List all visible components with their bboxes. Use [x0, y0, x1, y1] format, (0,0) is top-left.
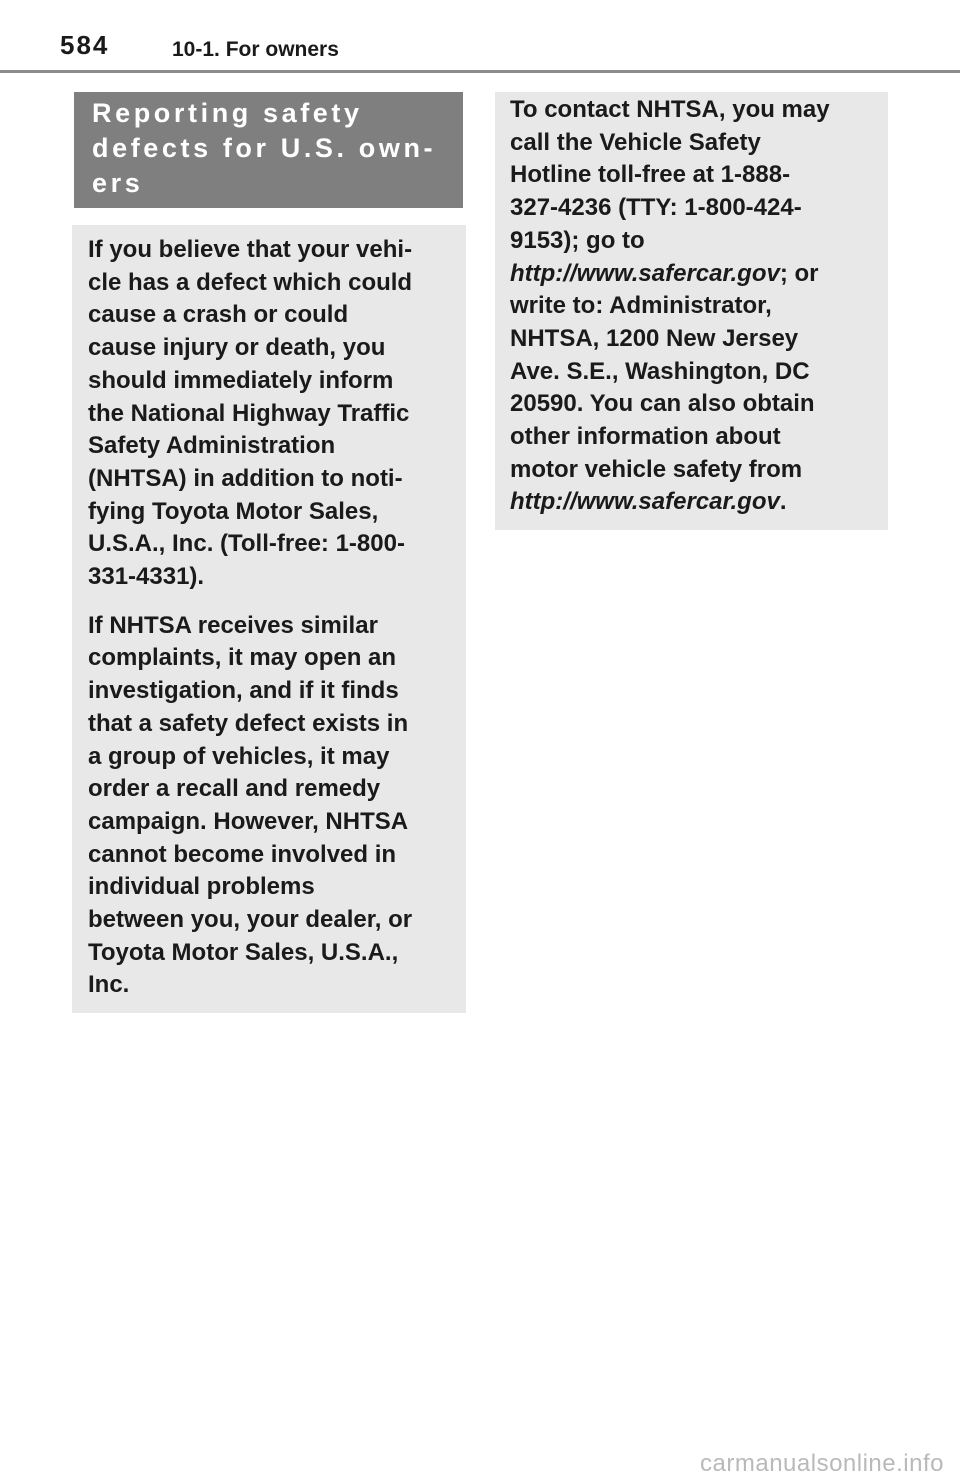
text-line: the National Highway Traffic — [88, 399, 410, 427]
text-line: If NHTSA receives similar — [88, 611, 378, 639]
text-line: complaints, it may open an — [88, 644, 397, 672]
text-line: Safety Administration — [88, 432, 336, 460]
text-line: Ave. S.E., Washington, DC — [510, 357, 810, 385]
safercar-link[interactable]: http://www.safercar.gov — [510, 259, 780, 287]
text-line: that a safety defect exists in — [88, 709, 409, 737]
text-line: investigation, and if it finds — [88, 677, 399, 705]
text-line: U.S.A., Inc. (Toll-free: 1-800- — [88, 530, 405, 558]
text-line: 331-4331). — [88, 563, 205, 591]
watermark: carmanualsonline.info — [700, 1450, 944, 1477]
text-line: Toyota Motor Sales, U.S.A., — [88, 938, 399, 966]
text-line: should immediately inform — [88, 366, 394, 394]
text-line: fying Toyota Motor Sales, — [88, 497, 379, 525]
text-fragment: ; or — [779, 259, 819, 287]
text-line: NHTSA, 1200 New Jersey — [510, 324, 799, 352]
heading-box — [74, 92, 463, 208]
text-line: To contact NHTSA, you may — [510, 96, 830, 123]
text-line: Inc. — [88, 971, 130, 999]
text-line: 9153); go to — [510, 226, 645, 254]
text-line: individual problems — [88, 873, 315, 901]
page-number: 584 — [60, 30, 110, 60]
paragraph-contact-nhtsa — [510, 94, 880, 519]
text-line: campaign. However, NHTSA — [88, 807, 409, 835]
text-line: between you, your dealer, or — [88, 906, 413, 934]
text-line: call the Vehicle Safety — [510, 128, 761, 156]
text-line: other information about — [510, 423, 781, 451]
text-line: motor vehicle safety from — [510, 455, 803, 483]
text-line: a group of vehicles, it may — [88, 742, 390, 770]
text-line: (NHTSA) in addition to noti- — [88, 464, 403, 492]
section-heading — [92, 96, 445, 201]
section-title: 10-1. For owners — [172, 38, 339, 61]
text-line: order a recall and remedy — [88, 775, 381, 803]
text-line: write to: Administrator, — [510, 292, 772, 320]
heading-line: ers — [92, 168, 144, 198]
text-line: cause a crash or could — [88, 301, 349, 329]
text-line: 20590. You can also obtain — [510, 390, 815, 418]
header-rule — [0, 70, 960, 73]
contact-nhtsa-box — [495, 92, 888, 530]
defect-reporting-box — [72, 225, 466, 1013]
text-line: Hotline toll-free at 1-888- — [510, 161, 791, 189]
text-line: If you believe that your vehi- — [88, 236, 413, 263]
text-line: 327-4236 (TTY: 1-800-424- — [510, 194, 802, 222]
text-line: cannot become involved in — [88, 840, 397, 868]
text-line: cause injury or death, you — [88, 334, 386, 362]
text-line: cle has a defect which could — [88, 268, 413, 296]
safercar-link[interactable]: http://www.safercar.gov — [510, 488, 780, 516]
paragraph-recall-investigation — [88, 610, 458, 1002]
paragraph-inform-nhtsa — [88, 234, 458, 594]
text-fragment: . — [779, 488, 787, 516]
heading-line: Reporting safety — [92, 98, 363, 128]
heading-line: defects for U.S. own- — [92, 133, 437, 163]
